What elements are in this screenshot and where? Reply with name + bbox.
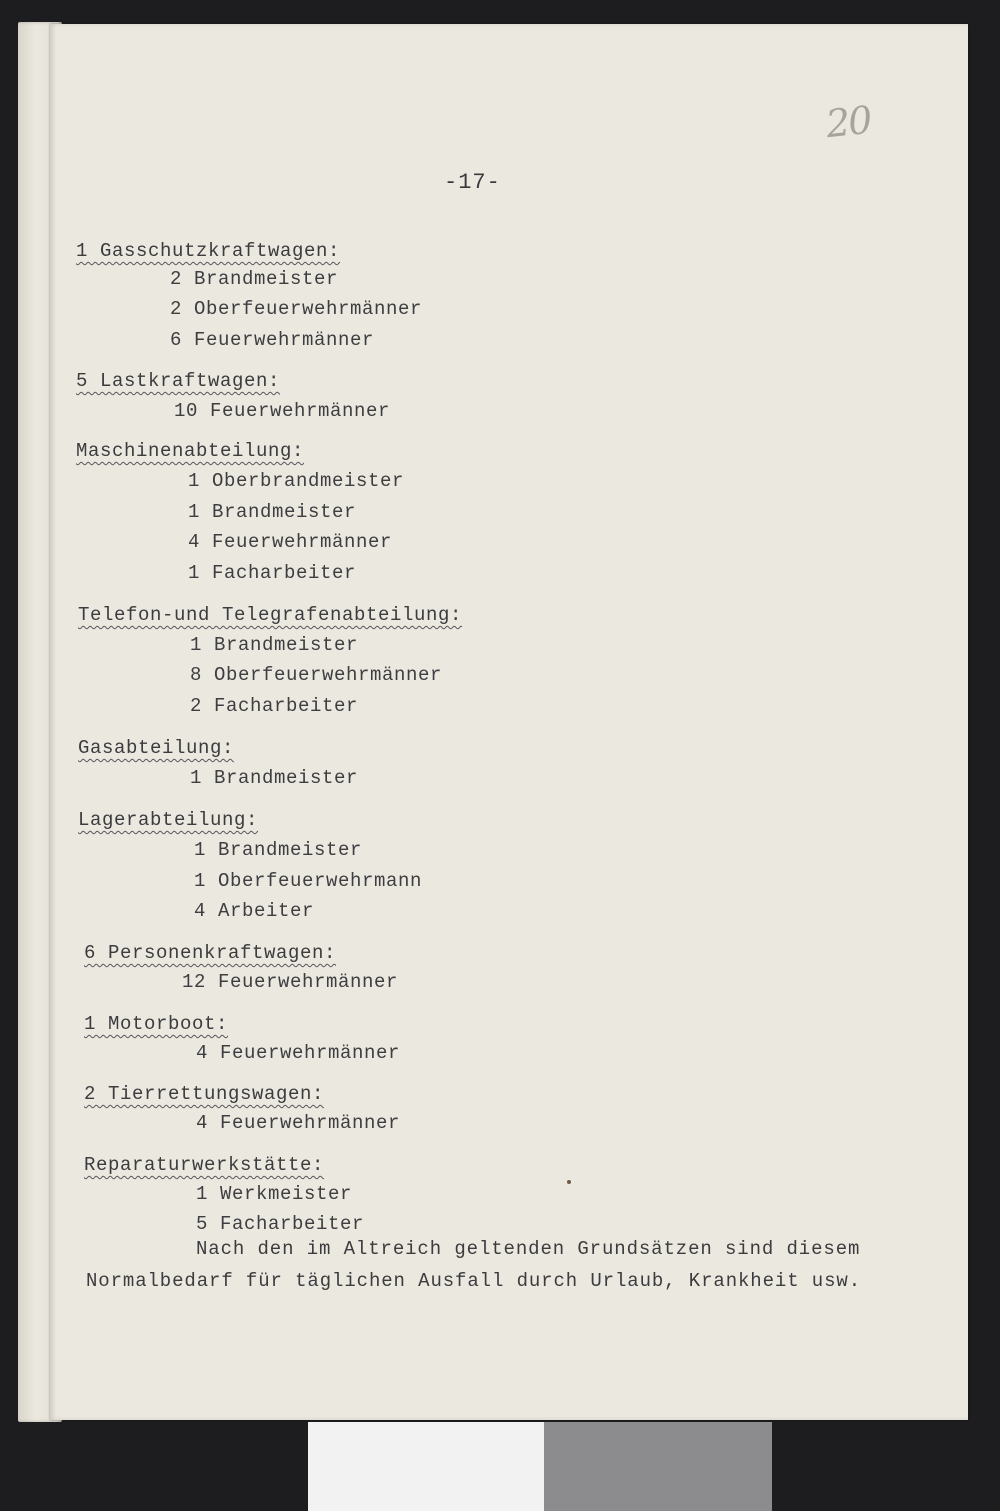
list-item: 1 Brandmeister	[188, 501, 357, 523]
section-heading-lagerabteilung: Lagerabteilung:	[78, 809, 259, 831]
calibration-gray-patch	[544, 1422, 772, 1511]
section-heading-gasabteilung: Gasabteilung:	[78, 737, 235, 759]
list-item: 10 Feuerwehrmänner	[174, 400, 391, 422]
list-item: 4 Feuerwehrmänner	[196, 1042, 401, 1064]
list-item: 5 Facharbeiter	[196, 1213, 365, 1235]
list-item: 4 Feuerwehrmänner	[196, 1112, 401, 1134]
list-item: 2 Facharbeiter	[190, 695, 359, 717]
list-item: 1 Oberbrandmeister	[188, 470, 405, 492]
section-heading-personenkraftwagen: 6 Personenkraftwagen:	[84, 942, 337, 964]
closing-paragraph-line-2: Normalbedarf für täglichen Ausfall durch Urlaub, Krankheit usw.	[86, 1270, 862, 1292]
section-heading-maschinenabteilung: Maschinenabteilung:	[76, 440, 305, 462]
list-item: 4 Arbeiter	[194, 900, 315, 922]
list-item: 2 Oberfeuerwehrmänner	[170, 298, 423, 320]
calibration-white-patch	[308, 1422, 544, 1511]
list-item: 12 Feuerwehrmänner	[182, 971, 399, 993]
list-item: 1 Brandmeister	[190, 767, 359, 789]
section-heading-reparaturwerkstaette: Reparaturwerkstätte:	[84, 1154, 325, 1176]
list-item: 1 Facharbeiter	[188, 562, 357, 584]
closing-paragraph-line-1: Nach den im Altreich geltenden Grundsätzen sind diesem	[196, 1238, 861, 1260]
document-page	[50, 24, 968, 1420]
list-item: 1 Werkmeister	[196, 1183, 353, 1205]
list-item: 4 Feuerwehrmänner	[188, 531, 393, 553]
section-heading-telefon-telegrafenabteilung: Telefon-und Telegrafenabteilung:	[78, 604, 463, 626]
page-number: -17-	[444, 170, 501, 195]
section-heading-lastkraftwagen: 5 Lastkraftwagen:	[76, 370, 281, 392]
list-item: 1 Brandmeister	[190, 634, 359, 656]
paper-speck	[567, 1180, 571, 1184]
section-heading-gasschutzkraftwagen: 1 Gasschutzkraftwagen:	[76, 240, 341, 262]
folio-mark: 20	[823, 97, 873, 147]
list-item: 2 Brandmeister	[170, 268, 339, 290]
list-item: 1 Oberfeuerwehrmann	[194, 870, 423, 892]
list-item: 6 Feuerwehrmänner	[170, 329, 375, 351]
list-item: 1 Brandmeister	[194, 839, 363, 861]
list-item: 8 Oberfeuerwehrmänner	[190, 664, 443, 686]
section-heading-motorboot: 1 Motorboot:	[84, 1013, 229, 1035]
section-heading-tierrettungswagen: 2 Tierrettungswagen:	[84, 1083, 325, 1105]
